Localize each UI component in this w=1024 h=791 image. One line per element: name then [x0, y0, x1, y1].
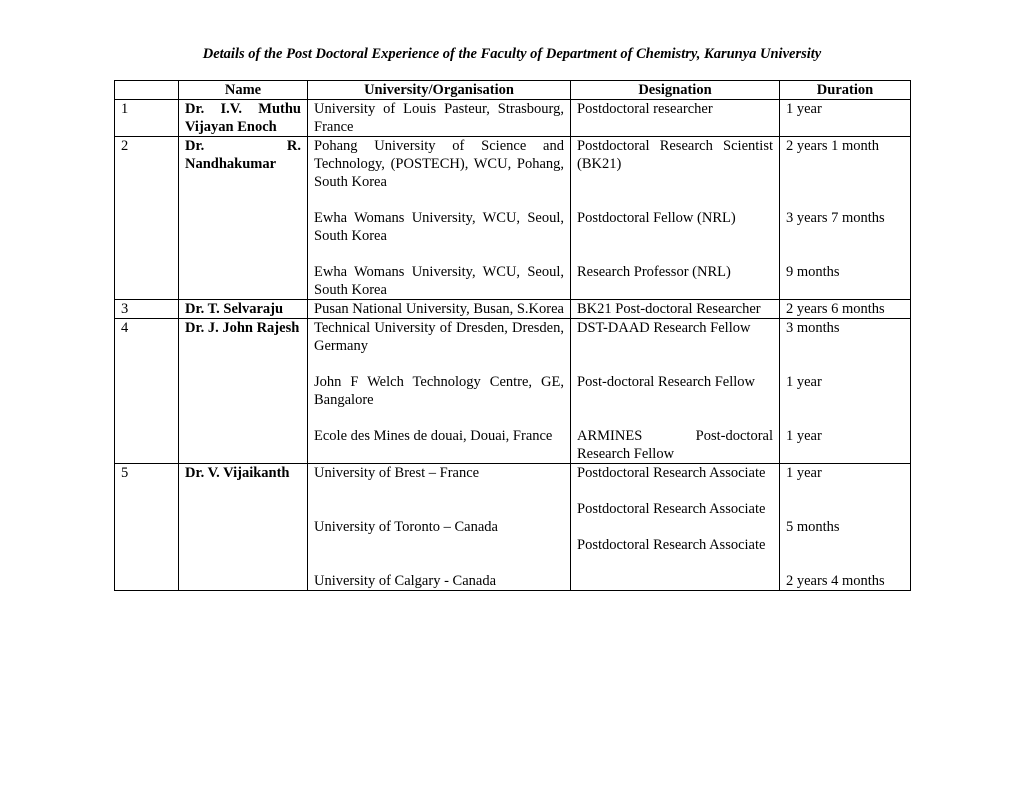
row-number: 4: [115, 319, 179, 464]
university-entry: Technical University of Dresden, Dresden, Germany: [314, 320, 564, 354]
table-row: [115, 100, 911, 137]
faculty-name: Dr. J. John Rajesh: [179, 319, 308, 464]
column-header-name: Name: [179, 81, 308, 100]
designation-cell: [571, 137, 780, 300]
duration-entry: 2 years 6 months: [786, 301, 885, 317]
designation-entry: BK21 Post-doctoral Researcher: [577, 301, 761, 317]
duration-entry: 1 year: [786, 465, 822, 481]
faculty-name: Dr. I.V. Muthu Vijayan Enoch: [179, 100, 308, 137]
row-number: 2: [115, 137, 179, 300]
duration-cell: [780, 300, 911, 319]
designation-entry: Postdoctoral Research Associate: [577, 537, 766, 553]
faculty-name: Dr. R. Nandhakumar: [179, 137, 308, 300]
designation-entry: DST-DAAD Research Fellow: [577, 320, 751, 336]
duration-entry: 3 months: [786, 320, 840, 336]
university-entry: University of Toronto – Canada: [314, 519, 498, 535]
designation-entry: Postdoctoral Research Scientist (BK21): [577, 138, 773, 172]
table-row: [115, 137, 911, 300]
table-header-row: [115, 81, 911, 100]
duration-entry: 9 months: [786, 264, 840, 280]
university-cell: [308, 319, 571, 464]
row-number: 1: [115, 100, 179, 137]
designation-entry: Postdoctoral researcher: [577, 101, 713, 117]
column-header-designation: Designation: [571, 81, 780, 100]
designation-entry: Postdoctoral Research Associate: [577, 465, 766, 481]
table-row: [115, 319, 911, 464]
designation-entry: Post-doctoral Research Fellow: [577, 374, 755, 390]
designation-entry: Postdoctoral Fellow (NRL): [577, 210, 736, 226]
column-header-duration: Duration: [780, 81, 911, 100]
duration-cell: [780, 464, 911, 591]
column-header-no: [115, 81, 179, 100]
table-row: [115, 464, 911, 591]
duration-entry: 5 months: [786, 519, 840, 535]
duration-entry: 3 years 7 months: [786, 210, 885, 226]
duration-entry: 1 year: [786, 428, 822, 444]
table-row: [115, 300, 911, 319]
university-entry: John F Welch Technology Centre, GE, Bangalore: [314, 374, 564, 408]
faculty-table: [114, 80, 911, 591]
duration-entry: 1 year: [786, 374, 822, 390]
university-entry: Ecole des Mines de douai, Douai, France: [314, 428, 553, 444]
university-cell: [308, 137, 571, 300]
university-entry: Pusan National University, Busan, S.Korea: [314, 301, 564, 317]
university-cell: [308, 100, 571, 137]
university-entry: University of Calgary - Canada: [314, 573, 497, 589]
university-entry: Pohang University of Science and Technology, (POSTECH), WCU, Pohang, South Korea: [314, 138, 564, 190]
designation-cell: [571, 464, 780, 591]
page-title: Details of the Post Doctoral Experience of the Faculty of Department of Chemistry, Karunya University: [202, 46, 822, 62]
university-entry: Ewha Womans University, WCU, Seoul, South Korea: [314, 210, 564, 244]
university-cell: [308, 300, 571, 319]
designation-entry: Research Professor (NRL): [577, 264, 731, 280]
row-number: 5: [115, 464, 179, 591]
duration-cell: [780, 319, 911, 464]
duration-entry: 2 years 1 month: [786, 138, 880, 154]
designation-entry: ARMINES Post-doctoral Research Fellow: [577, 428, 773, 462]
duration-entry: 2 years 4 months: [786, 573, 885, 589]
faculty-name: Dr. V. Vijaikanth: [179, 464, 308, 591]
designation-cell: [571, 300, 780, 319]
faculty-name: Dr. T. Selvaraju: [179, 300, 308, 319]
designation-cell: [571, 100, 780, 137]
duration-cell: [780, 137, 911, 300]
designation-entry: Postdoctoral Research Associate: [577, 501, 766, 517]
row-number: 3: [115, 300, 179, 319]
university-cell: [308, 464, 571, 591]
duration-cell: [780, 100, 911, 137]
column-header-university: University/Organisation: [308, 81, 571, 100]
university-entry: University of Brest – France: [314, 465, 480, 481]
duration-entry: 1 year: [786, 101, 822, 117]
university-entry: Ewha Womans University, WCU, Seoul, South Korea: [314, 264, 564, 298]
designation-cell: [571, 319, 780, 464]
university-entry: University of Louis Pasteur, Strasbourg, France: [314, 101, 564, 135]
